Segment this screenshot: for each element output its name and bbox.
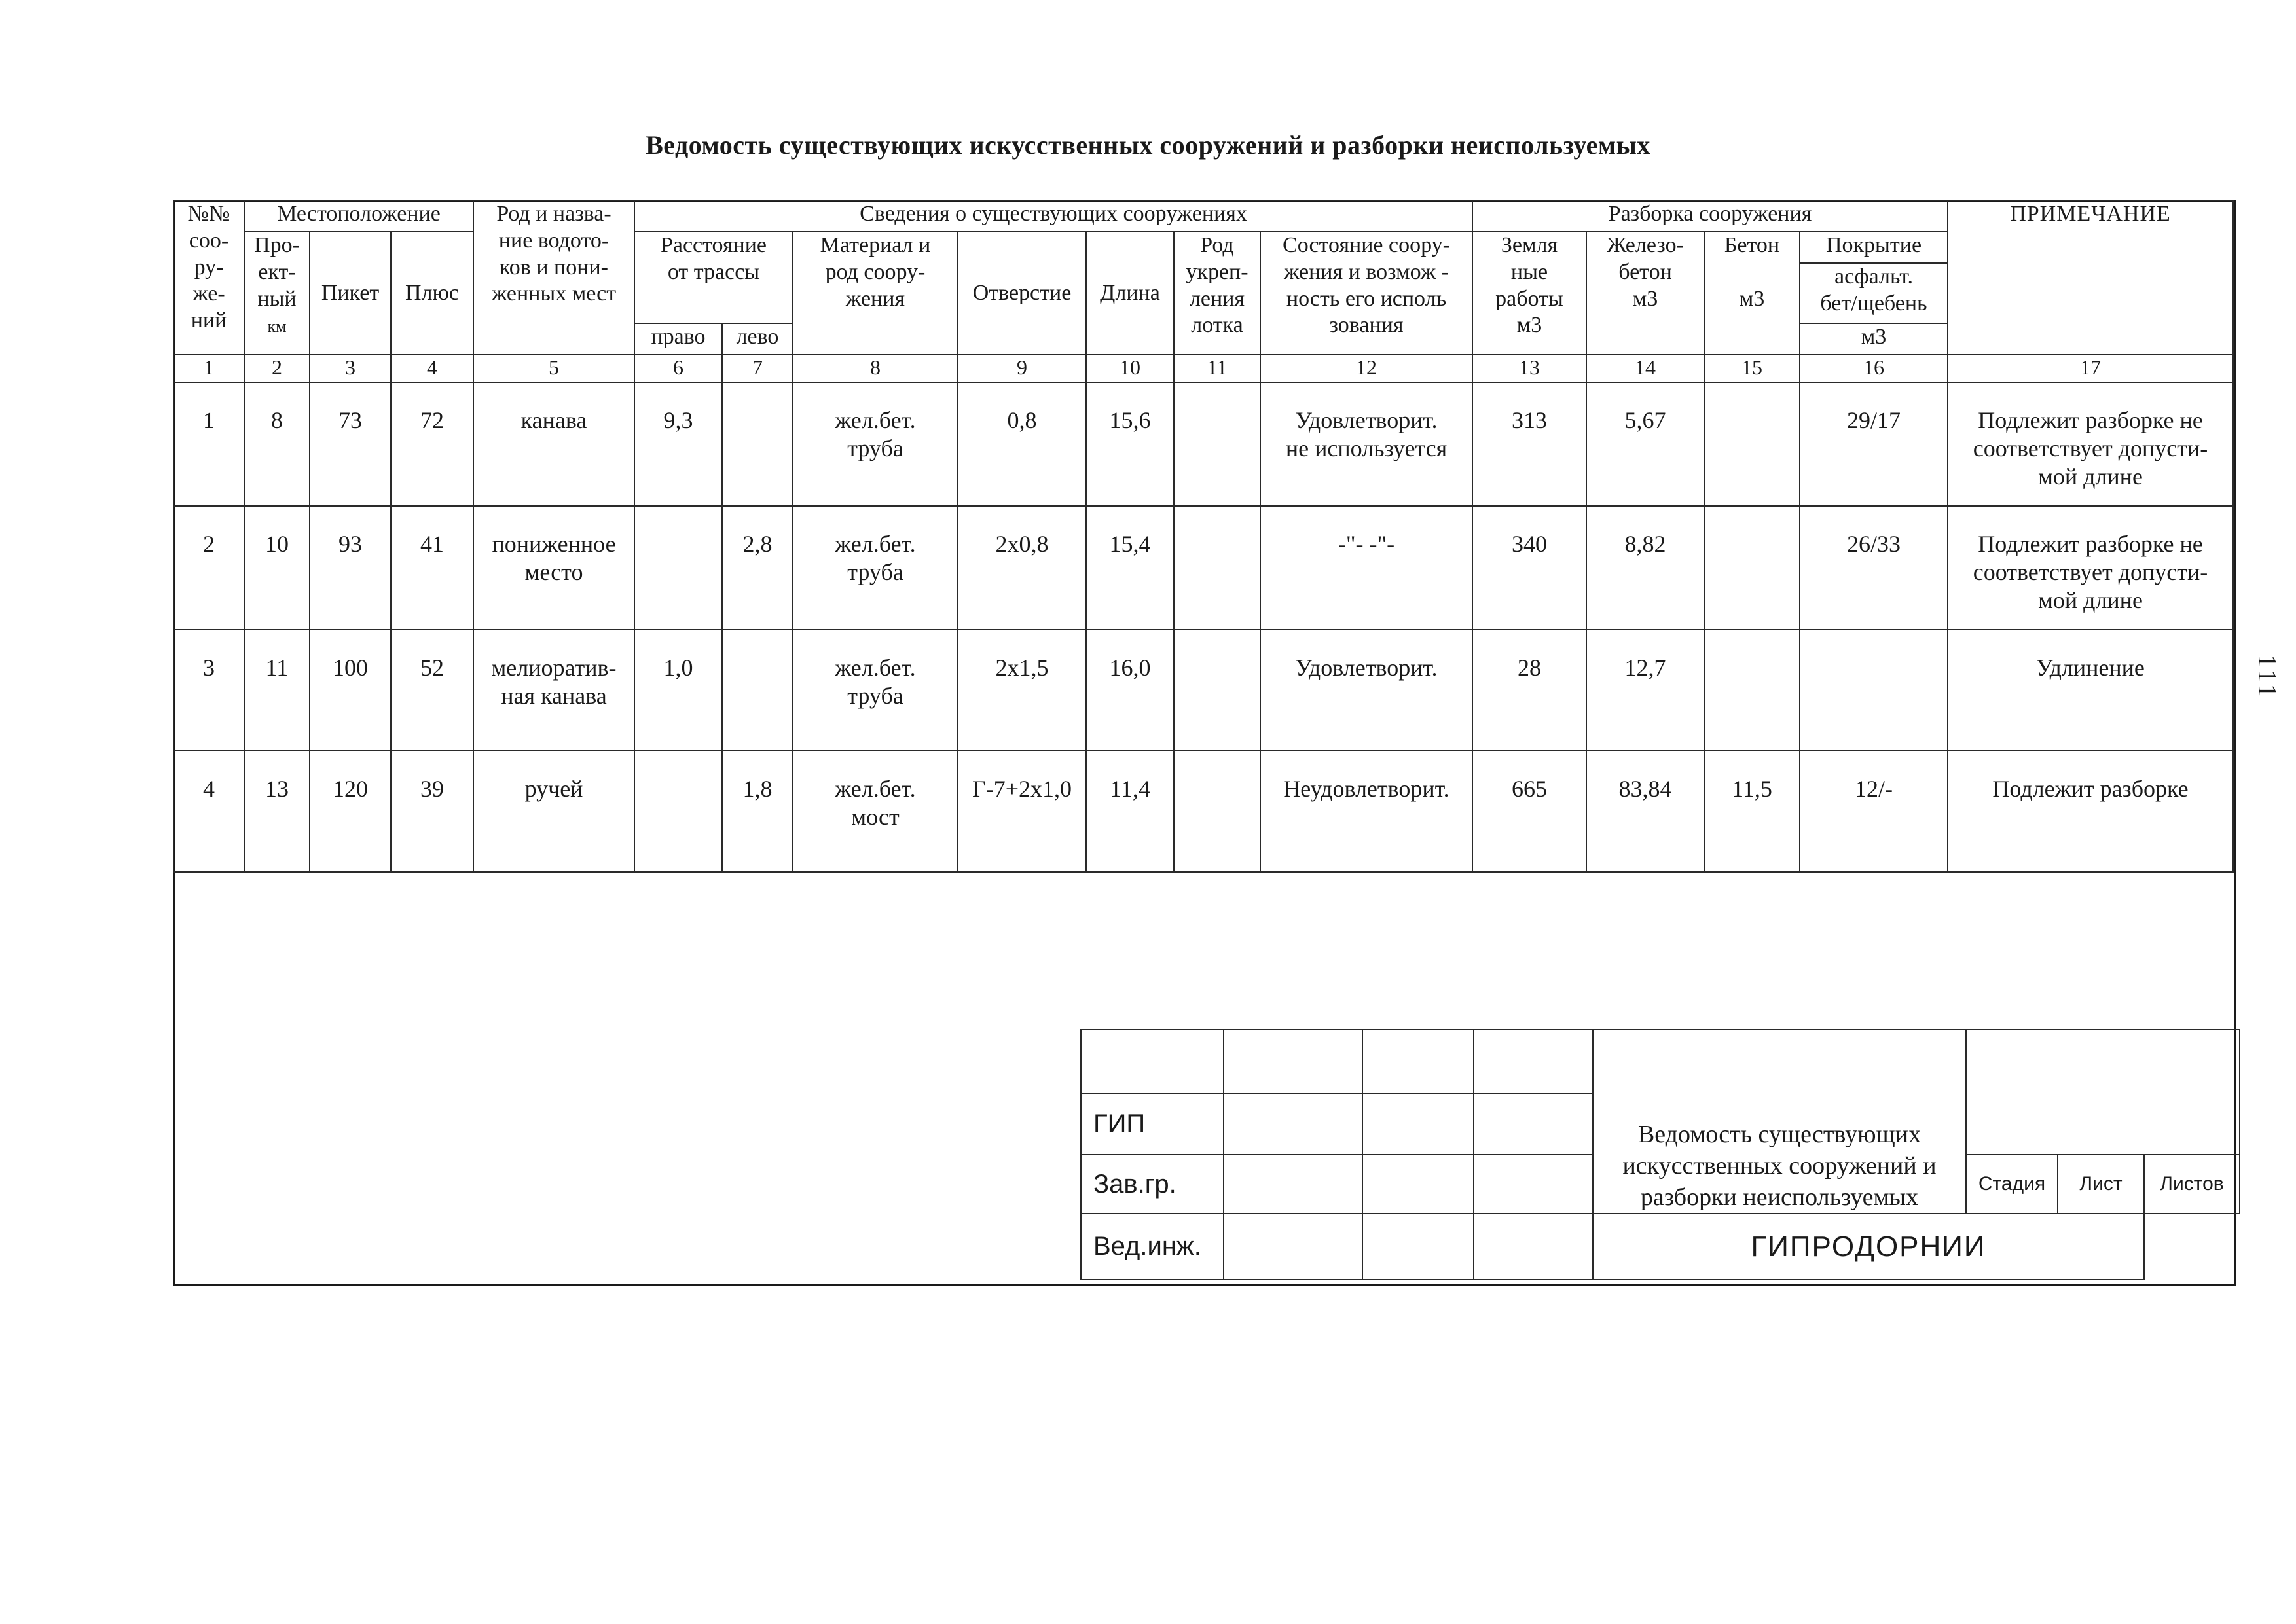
col-header-opening: Отверстие	[958, 232, 1086, 355]
document-title: Ведомость существующих искусственных сооружений и разборки неиспользуемых	[646, 130, 1650, 160]
cell-length: 16,0	[1086, 630, 1174, 751]
cell-concrete	[1704, 630, 1800, 751]
cell-pavement: 12/-	[1800, 751, 1948, 872]
table-row	[173, 630, 2233, 751]
cell-length: 15,4	[1086, 506, 1174, 630]
table-row	[173, 382, 2233, 506]
col-header-tray: Род укреп- ления лотка	[1174, 232, 1260, 355]
stamp-cell	[1362, 1094, 1474, 1155]
table-row	[173, 506, 2233, 630]
stamp-cell	[1362, 1214, 1474, 1280]
cell-km: 11	[244, 630, 310, 751]
col-number: 5	[473, 355, 634, 382]
col-number: 11	[1174, 355, 1260, 382]
cell-right: 1,0	[634, 630, 722, 751]
col-number: 4	[391, 355, 473, 382]
cell-tray	[1174, 382, 1260, 506]
cell-condition: -"- -"-	[1260, 506, 1472, 630]
cell-pavement: 29/17	[1800, 382, 1948, 506]
sheets-label: Листов	[2144, 1155, 2240, 1214]
stamp-cell	[1474, 1155, 1593, 1214]
cell-km: 13	[244, 751, 310, 872]
cell-note: Удлинение	[1948, 630, 2233, 751]
cell-right: 9,3	[634, 382, 722, 506]
table-row	[173, 751, 2233, 872]
cell-tray	[1174, 630, 1260, 751]
col-number: 6	[634, 355, 722, 382]
cell-no: 3	[173, 630, 244, 751]
gip-label: ГИП	[1081, 1094, 1224, 1155]
title-block-row	[1081, 1214, 2240, 1280]
cell-reinforced-concrete: 12,7	[1586, 630, 1704, 751]
cell-watercourse: мелиоратив- ная канава	[473, 630, 634, 751]
cell-reinforced-concrete: 5,67	[1586, 382, 1704, 506]
cell-note: Подлежит разборке не соответствует допусти- мой длине	[1948, 506, 2233, 630]
column-number-row	[173, 355, 2233, 382]
cell-material: жел.бет. труба	[793, 382, 958, 506]
cell-earthworks: 313	[1472, 382, 1586, 506]
cell-picket: 93	[310, 506, 391, 630]
col-header-existing-info: Сведения о существующих сооружениях	[634, 200, 1472, 232]
col-number: 17	[1948, 355, 2233, 382]
cell-earthworks: 340	[1472, 506, 1586, 630]
cell-material: жел.бет. мост	[793, 751, 958, 872]
col-number: 10	[1086, 355, 1174, 382]
sheet-label: Лист	[2058, 1155, 2144, 1214]
cell-picket: 120	[310, 751, 391, 872]
stamp-cell	[1224, 1030, 1362, 1094]
col-header-length: Длина	[1086, 232, 1174, 355]
cell-no: 2	[173, 506, 244, 630]
header-row-1	[173, 200, 2233, 232]
col-header-no: №№ соо- ру- же- ний	[173, 200, 244, 355]
proj-km-label: Про- ект- ный	[254, 233, 300, 311]
col-number: 14	[1586, 355, 1704, 382]
structures-table	[173, 200, 2234, 873]
cell-picket: 73	[310, 382, 391, 506]
cell-no: 1	[173, 382, 244, 506]
cell-earthworks: 665	[1472, 751, 1586, 872]
stage-label: Стадия	[1966, 1155, 2058, 1214]
title-block-row	[1081, 1030, 2240, 1094]
cell-no: 4	[173, 751, 244, 872]
col-header-pavement: Покрытие	[1800, 232, 1948, 263]
stamp-cell	[1474, 1214, 1593, 1280]
cell-right	[634, 506, 722, 630]
cell-watercourse: пониженное место	[473, 506, 634, 630]
cell-length: 11,4	[1086, 751, 1174, 872]
col-number: 7	[722, 355, 793, 382]
col-number: 16	[1800, 355, 1948, 382]
ved-inzh-label: Вед.инж.	[1081, 1214, 1224, 1280]
cell-left	[722, 630, 793, 751]
cell-reinforced-concrete: 8,82	[1586, 506, 1704, 630]
cell-plus: 52	[391, 630, 473, 751]
col-header-m3: м3	[1800, 323, 1948, 355]
cell-tray	[1174, 751, 1260, 872]
col-header-location: Местоположение	[244, 200, 473, 232]
col-header-watercourse: Род и назва- ние водото- ков и пони- женных мест	[473, 200, 634, 355]
col-header-material: Материал и род соору- жения	[793, 232, 958, 355]
title-block	[1080, 1029, 2240, 1280]
cell-concrete	[1704, 382, 1800, 506]
cell-km: 10	[244, 506, 310, 630]
col-header-concrete: Бетон м3	[1704, 232, 1800, 355]
cell-condition: Неудовлетворит.	[1260, 751, 1472, 872]
cell-watercourse: ручей	[473, 751, 634, 872]
cell-km: 8	[244, 382, 310, 506]
cell-pavement	[1800, 630, 1948, 751]
col-number: 8	[793, 355, 958, 382]
col-header-condition: Состояние соору- жения и возмож - ность его исполь зования	[1260, 232, 1472, 355]
cell-pavement: 26/33	[1800, 506, 1948, 630]
stamp-cell	[1224, 1214, 1362, 1280]
cell-left: 2,8	[722, 506, 793, 630]
col-number: 9	[958, 355, 1086, 382]
col-number: 15	[1704, 355, 1800, 382]
col-header-right: право	[634, 323, 722, 355]
cell-material: жел.бет. труба	[793, 630, 958, 751]
cell-material: жел.бет. труба	[793, 506, 958, 630]
cell-left: 1,8	[722, 751, 793, 872]
stamp-cell	[1966, 1030, 2240, 1155]
col-number: 3	[310, 355, 391, 382]
col-header-proj-km	[244, 232, 310, 355]
doc-name: Ведомость существующих искусственных сооружений и разборки неиспользуемых	[1593, 1030, 1966, 1214]
cell-note: Подлежит разборке	[1948, 751, 2233, 872]
cell-picket: 100	[310, 630, 391, 751]
cell-note: Подлежит разборке не соответствует допусти- мой длине	[1948, 382, 2233, 506]
zav-gr-label: Зав.гр.	[1081, 1155, 1224, 1214]
cell-reinforced-concrete: 83,84	[1586, 751, 1704, 872]
stamp-cell	[1362, 1155, 1474, 1214]
col-header-picket: Пикет	[310, 232, 391, 355]
stamp-cell	[1474, 1094, 1593, 1155]
cell-condition: Удовлетворит.	[1260, 630, 1472, 751]
col-header-left: лево	[722, 323, 793, 355]
page-number: 111	[2253, 655, 2282, 700]
cell-condition: Удовлетворит. не используется	[1260, 382, 1472, 506]
km-unit: км	[267, 317, 287, 336]
cell-earthworks: 28	[1472, 630, 1586, 751]
col-header-earthworks: Земля ные работы м3	[1472, 232, 1586, 355]
col-number: 13	[1472, 355, 1586, 382]
col-header-plus: Плюс	[391, 232, 473, 355]
cell-opening: Г-7+2х1,0	[958, 751, 1086, 872]
col-header-dismantling: Разборка сооружения	[1472, 200, 1948, 232]
stamp-cell	[1224, 1094, 1362, 1155]
stamp-cell	[1474, 1030, 1593, 1094]
cell-watercourse: канава	[473, 382, 634, 506]
cell-plus: 39	[391, 751, 473, 872]
stamp-cell	[1362, 1030, 1474, 1094]
cell-plus: 41	[391, 506, 473, 630]
cell-opening: 2х0,8	[958, 506, 1086, 630]
col-header-reinforced-concrete: Железо- бетон м3	[1586, 232, 1704, 355]
stamp-cell	[1081, 1030, 1224, 1094]
cell-opening: 0,8	[958, 382, 1086, 506]
stamp-cell	[1224, 1155, 1362, 1214]
col-number: 1	[173, 355, 244, 382]
col-header-note: ПРИМЕЧАНИЕ	[1948, 200, 2233, 355]
cell-right	[634, 751, 722, 872]
col-header-distance: Расстояние от трассы	[634, 232, 793, 323]
col-number: 12	[1260, 355, 1472, 382]
cell-concrete	[1704, 506, 1800, 630]
col-header-pavement-sub: асфальт. бет/щебень	[1800, 263, 1948, 323]
col-number: 2	[244, 355, 310, 382]
cell-plus: 72	[391, 382, 473, 506]
cell-tray	[1174, 506, 1260, 630]
cell-opening: 2х1,5	[958, 630, 1086, 751]
organization-name: ГИПРОДОРНИИ	[1593, 1214, 2144, 1280]
cell-length: 15,6	[1086, 382, 1174, 506]
cell-left	[722, 382, 793, 506]
cell-concrete: 11,5	[1704, 751, 1800, 872]
